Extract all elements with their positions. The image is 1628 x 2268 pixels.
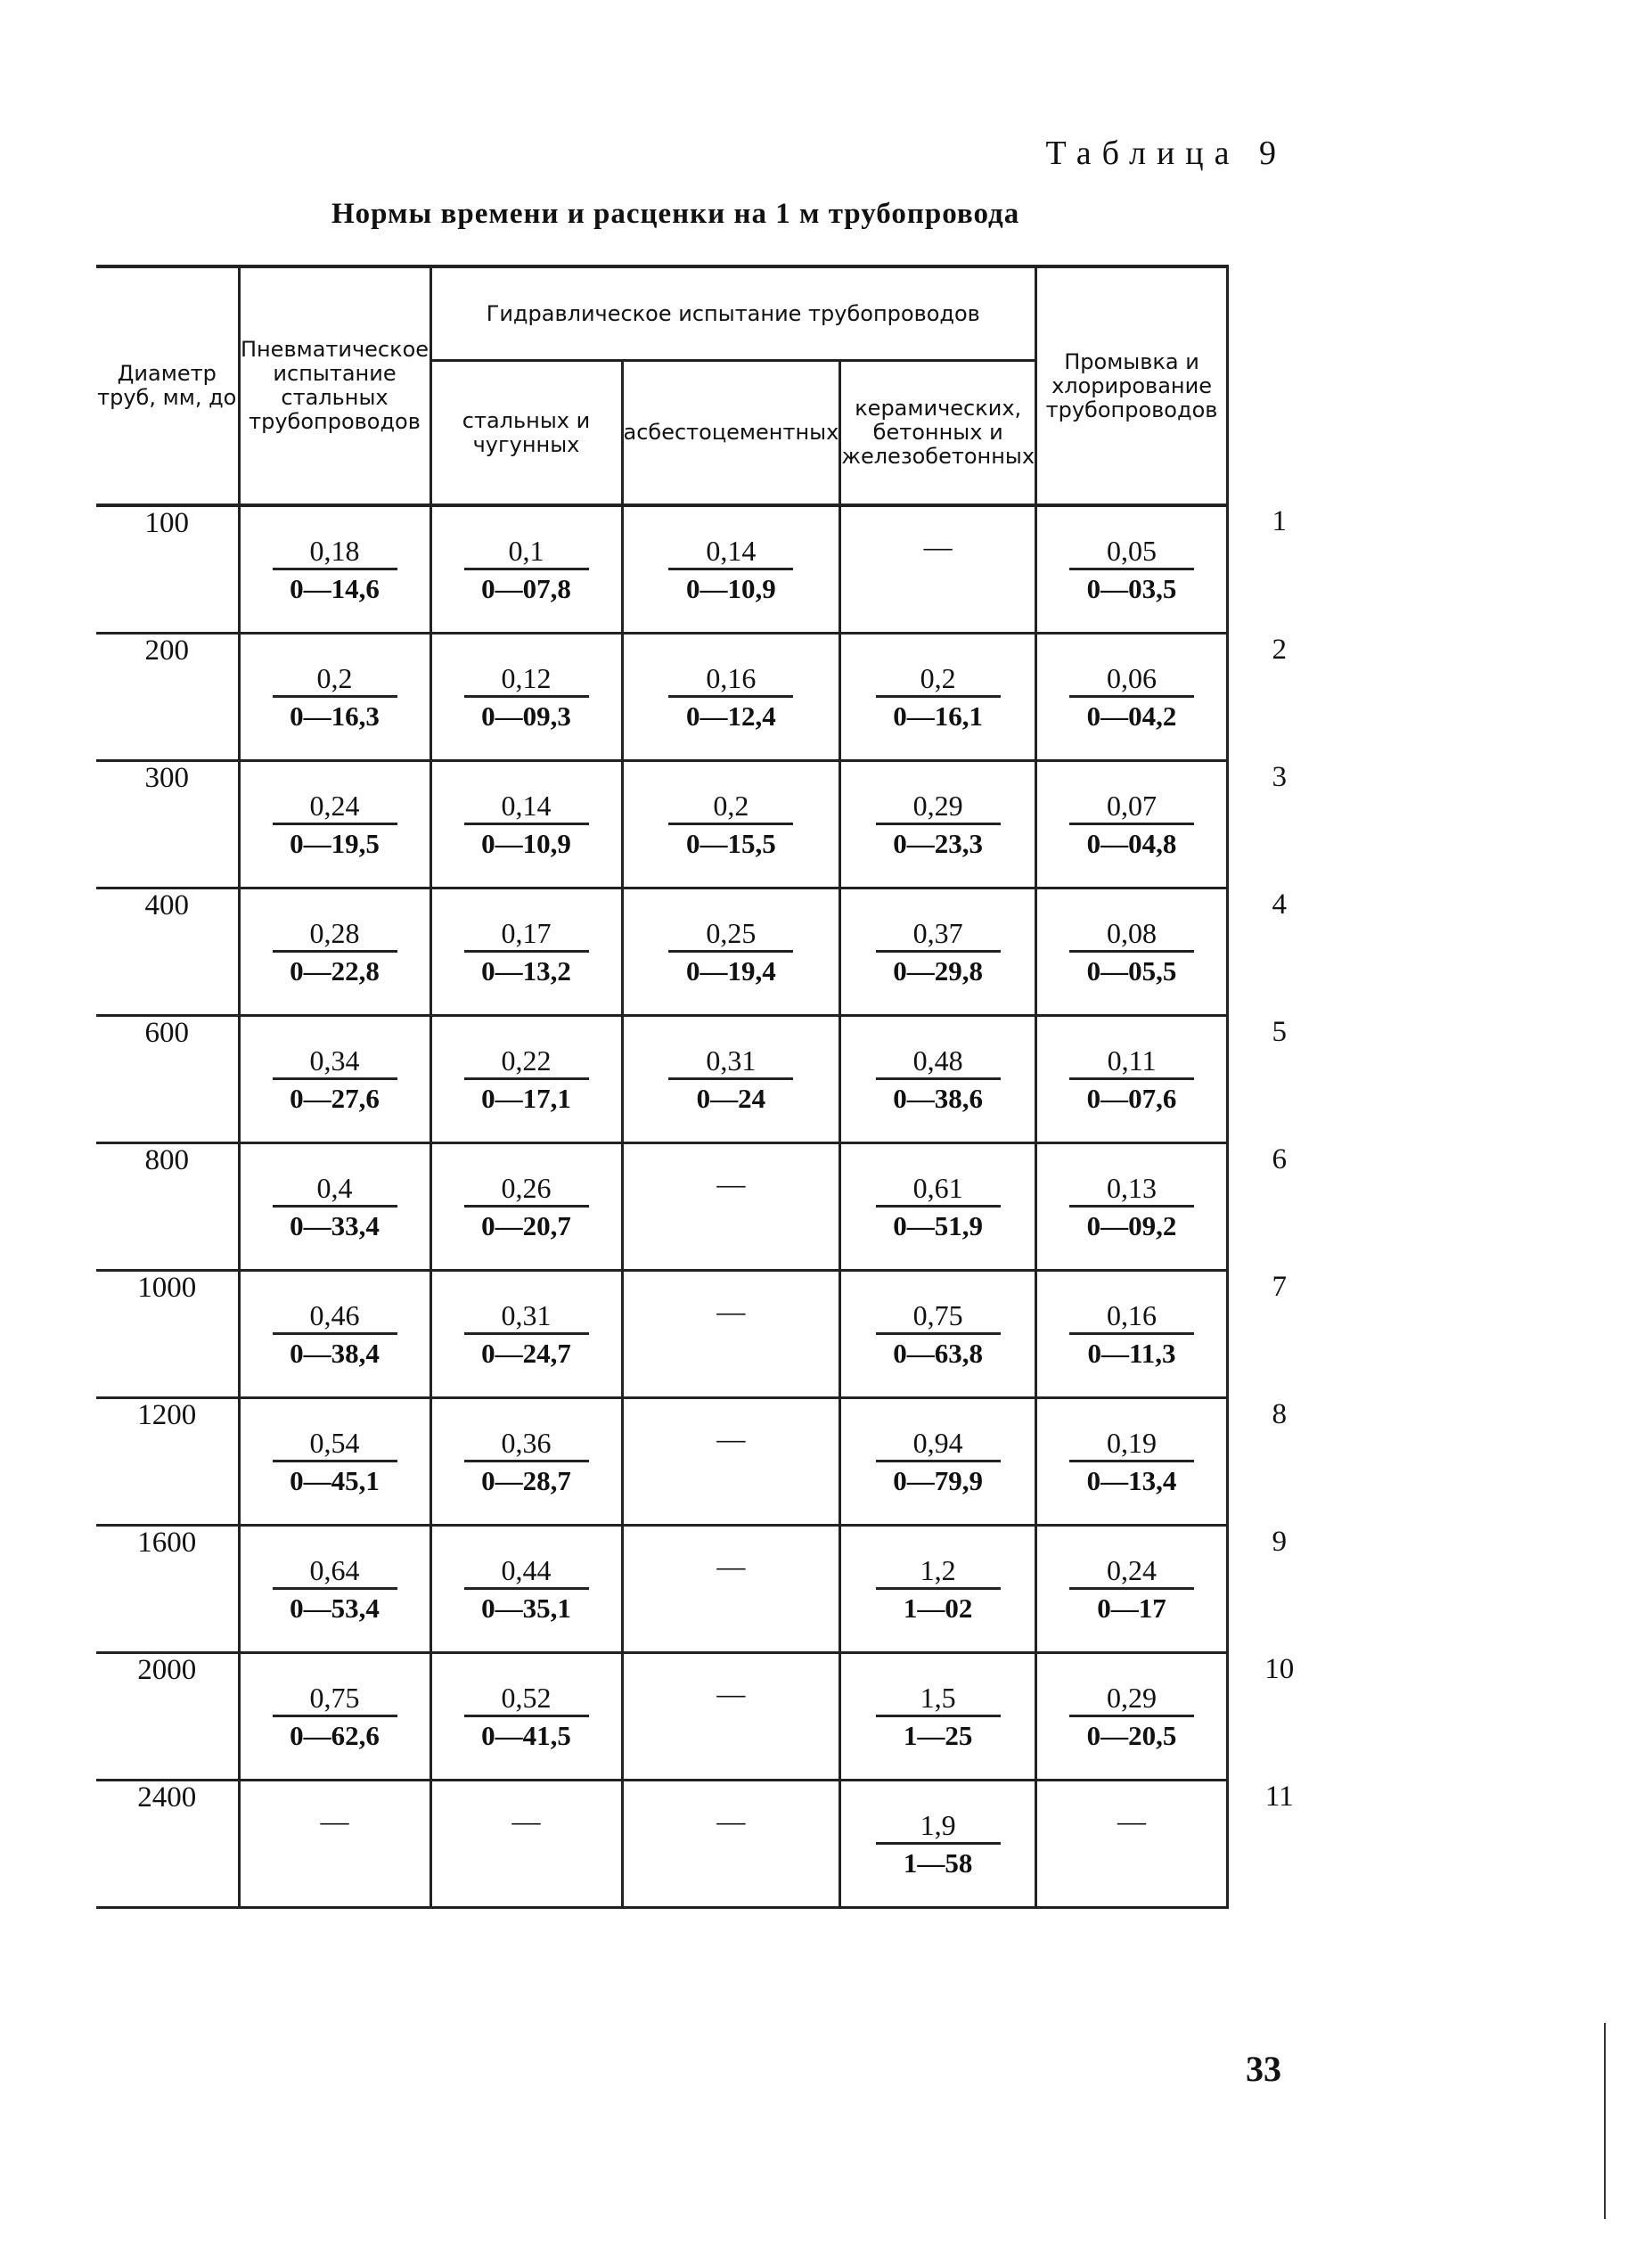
cell-ceramic — [840, 1143, 1036, 1271]
norm-time: 0,11 — [1069, 1044, 1194, 1080]
norm-time: 0,75 — [876, 1298, 1001, 1335]
cell-diameter: 800 — [96, 1143, 239, 1271]
cell-ceramic — [840, 1398, 1036, 1526]
norm-time: 0,48 — [876, 1044, 1001, 1080]
cell-asbestos — [622, 1398, 840, 1526]
fraction — [464, 1426, 589, 1498]
fraction — [464, 916, 589, 988]
norm-time: 0,2 — [668, 789, 793, 825]
cell-pneumatic — [239, 1016, 430, 1143]
cell-steel — [430, 1653, 622, 1781]
norm-time: 0,16 — [668, 661, 793, 698]
fraction — [1069, 1298, 1194, 1371]
rate: 0—45,1 — [290, 1465, 380, 1496]
cell-steel — [430, 1016, 622, 1143]
fraction — [273, 1426, 397, 1498]
row-number: 2 — [1228, 634, 1330, 761]
cell-pneumatic — [239, 1526, 430, 1653]
norm-time: 1,2 — [876, 1553, 1001, 1590]
norm-time: 0,14 — [464, 789, 589, 825]
fraction — [464, 1681, 589, 1753]
cell-pneumatic — [239, 634, 430, 761]
rate: 0—63,8 — [893, 1338, 984, 1369]
rate: 0—24 — [696, 1083, 766, 1114]
cell-steel — [430, 1271, 622, 1398]
cell-pneumatic — [239, 1398, 430, 1526]
row-number: 3 — [1228, 761, 1330, 888]
cell-diameter: 1200 — [96, 1398, 239, 1526]
norm-time: 0,31 — [668, 1044, 793, 1080]
fraction — [1069, 1681, 1194, 1753]
norm-time: 0,06 — [1069, 661, 1194, 698]
rate: 0—27,6 — [290, 1083, 380, 1114]
rate: 0—09,3 — [481, 700, 571, 732]
rate: 0—10,9 — [686, 573, 776, 604]
norm-time: 0,08 — [1069, 916, 1194, 953]
rate: 0—20,7 — [481, 1210, 571, 1241]
header-diameter: Диаметр труб, мм, до — [96, 266, 239, 505]
norm-time: 0,18 — [273, 534, 397, 570]
cell-ceramic — [840, 888, 1036, 1016]
cell-asbestos — [622, 1781, 840, 1908]
row-number: 11 — [1228, 1781, 1330, 1908]
rate: 0—04,2 — [1086, 700, 1177, 732]
cell-diameter: 600 — [96, 1016, 239, 1143]
cell-pneumatic — [239, 1271, 430, 1398]
cell-pneumatic — [239, 761, 430, 888]
rate: 0—10,9 — [481, 828, 571, 859]
fraction — [668, 1044, 793, 1116]
row-number: 4 — [1228, 888, 1330, 1016]
empty-dash: — — [716, 1805, 746, 1837]
rate: 1—58 — [903, 1847, 973, 1879]
cell-steel — [430, 1781, 622, 1908]
fraction — [668, 789, 793, 861]
cell-flushing — [1036, 1781, 1228, 1908]
cell-pneumatic — [239, 1143, 430, 1271]
rate: 0—38,6 — [893, 1083, 984, 1114]
rate: 0—16,3 — [290, 700, 380, 732]
norm-time: 0,46 — [273, 1298, 397, 1335]
rate: 0—24,7 — [481, 1338, 571, 1369]
empty-dash: — — [716, 1677, 746, 1709]
cell-ceramic — [840, 1653, 1036, 1781]
cell-asbestos — [622, 1016, 840, 1143]
rate: 1—25 — [903, 1720, 973, 1751]
norms-table — [96, 265, 1330, 1909]
row-number: 10 — [1228, 1653, 1330, 1781]
header-asbestos: асбестоцементных — [622, 361, 840, 506]
cell-flushing — [1036, 888, 1228, 1016]
cell-steel — [430, 1398, 622, 1526]
table-row — [96, 634, 1330, 761]
fraction — [273, 1298, 397, 1371]
cell-ceramic — [840, 634, 1036, 761]
cell-diameter: 2000 — [96, 1653, 239, 1781]
norm-time: 0,94 — [876, 1426, 1001, 1462]
fraction — [876, 1044, 1001, 1116]
fraction — [668, 661, 793, 733]
rate: 0—11,3 — [1087, 1338, 1176, 1369]
cell-pneumatic — [239, 1653, 430, 1781]
cell-steel — [430, 1143, 622, 1271]
table-row — [96, 1398, 1330, 1526]
rate: 0—12,4 — [686, 700, 776, 732]
header-steel: стальных и чугунных — [430, 361, 622, 506]
row-number: 9 — [1228, 1526, 1330, 1653]
cell-flushing — [1036, 505, 1228, 634]
fraction — [464, 1553, 589, 1625]
cell-flushing — [1036, 634, 1228, 761]
empty-dash: — — [716, 1422, 746, 1454]
cell-diameter: 1000 — [96, 1271, 239, 1398]
fraction — [876, 1681, 1001, 1753]
table-row — [96, 1781, 1330, 1908]
fraction — [464, 1298, 589, 1371]
header-hydraulic-group: Гидравлическое испытание трубопроводов — [430, 266, 1036, 361]
fraction — [273, 1681, 397, 1753]
rate: 0—05,5 — [1086, 955, 1177, 987]
cell-diameter: 200 — [96, 634, 239, 761]
norm-time: 0,14 — [668, 534, 793, 570]
fraction — [876, 661, 1001, 733]
header-ceramic: керамических, бетонных и железобетонных — [840, 361, 1036, 506]
fraction — [876, 1298, 1001, 1371]
fraction — [668, 534, 793, 606]
cell-flushing — [1036, 1143, 1228, 1271]
cell-asbestos — [622, 634, 840, 761]
norm-time: 0,61 — [876, 1171, 1001, 1208]
norm-time: 0,64 — [273, 1553, 397, 1590]
norm-time: 0,24 — [1069, 1553, 1194, 1590]
rate: 0—19,5 — [290, 828, 380, 859]
norm-time: 0,52 — [464, 1681, 589, 1717]
norm-time: 0,13 — [1069, 1171, 1194, 1208]
fraction — [464, 661, 589, 733]
cell-flushing — [1036, 1653, 1228, 1781]
cell-ceramic — [840, 761, 1036, 888]
fraction — [464, 1171, 589, 1243]
rate: 0—14,6 — [290, 573, 380, 604]
cell-steel — [430, 634, 622, 761]
rate: 0—33,4 — [290, 1210, 380, 1241]
cell-steel — [430, 761, 622, 888]
norm-time: 0,31 — [464, 1298, 589, 1335]
empty-dash: — — [511, 1805, 541, 1837]
rate: 0—53,4 — [290, 1593, 380, 1624]
margin-rule — [1604, 2023, 1606, 2219]
rate: 0—28,7 — [481, 1465, 571, 1496]
row-number: 5 — [1228, 1016, 1330, 1143]
norm-time: 0,19 — [1069, 1426, 1194, 1462]
norm-time: 0,34 — [273, 1044, 397, 1080]
table-row — [96, 1526, 1330, 1653]
rate: 0—20,5 — [1086, 1720, 1177, 1751]
cell-ceramic — [840, 1271, 1036, 1398]
cell-flushing — [1036, 761, 1228, 888]
norm-time: 0,28 — [273, 916, 397, 953]
norm-time: 0,1 — [464, 534, 589, 570]
rate: 0—15,5 — [686, 828, 776, 859]
cell-asbestos — [622, 1653, 840, 1781]
norm-time: 0,29 — [876, 789, 1001, 825]
table-row — [96, 505, 1330, 634]
norm-time: 0,54 — [273, 1426, 397, 1462]
norm-time: 0,22 — [464, 1044, 589, 1080]
cell-ceramic — [840, 1781, 1036, 1908]
row-number: 1 — [1228, 505, 1330, 634]
norm-time: 1,5 — [876, 1681, 1001, 1717]
fraction — [1069, 789, 1194, 861]
rate: 0—38,4 — [290, 1338, 380, 1369]
rate: 0—41,5 — [481, 1720, 571, 1751]
norm-time: 0,25 — [668, 916, 793, 953]
rate: 0—29,8 — [893, 955, 984, 987]
fraction — [464, 1044, 589, 1116]
norm-time: 0,17 — [464, 916, 589, 953]
norm-time: 0,2 — [273, 661, 397, 698]
table-row — [96, 1016, 1330, 1143]
rate: 0—23,3 — [893, 828, 984, 859]
norm-time: 0,2 — [876, 661, 1001, 698]
cell-flushing — [1036, 1271, 1228, 1398]
fraction — [1069, 1553, 1194, 1625]
rate: 0—07,6 — [1086, 1083, 1177, 1114]
fraction — [1069, 1044, 1194, 1116]
fraction — [1069, 1426, 1194, 1498]
empty-dash: — — [923, 530, 953, 562]
table-row — [96, 761, 1330, 888]
rate: 0—35,1 — [481, 1593, 571, 1624]
header-pneumatic: Пневматическое испытание стальных трубопроводов — [239, 266, 430, 505]
fraction — [1069, 916, 1194, 988]
fraction — [464, 534, 589, 606]
fraction — [273, 789, 397, 861]
fraction — [1069, 534, 1194, 606]
empty-dash: — — [716, 1295, 746, 1327]
row-number: 8 — [1228, 1398, 1330, 1526]
norm-time: 1,9 — [876, 1808, 1001, 1845]
row-number: 7 — [1228, 1271, 1330, 1398]
fraction — [1069, 1171, 1194, 1243]
norm-time: 0,29 — [1069, 1681, 1194, 1717]
fraction — [876, 789, 1001, 861]
norm-time: 0,26 — [464, 1171, 589, 1208]
cell-ceramic — [840, 1526, 1036, 1653]
cell-pneumatic — [239, 1781, 430, 1908]
table-row — [96, 888, 1330, 1016]
page-number: 33 — [1246, 2049, 1281, 2089]
cell-steel — [430, 888, 622, 1016]
fraction — [876, 1171, 1001, 1243]
rate: 0—22,8 — [290, 955, 380, 987]
rate: 0—03,5 — [1086, 573, 1177, 604]
norm-time: 0,07 — [1069, 789, 1194, 825]
norm-time: 0,44 — [464, 1553, 589, 1590]
cell-ceramic — [840, 1016, 1036, 1143]
fraction — [273, 1171, 397, 1243]
norm-time: 0,36 — [464, 1426, 589, 1462]
header-row-number — [1228, 266, 1330, 505]
cell-asbestos — [622, 888, 840, 1016]
fraction — [273, 661, 397, 733]
norm-time: 0,12 — [464, 661, 589, 698]
cell-flushing — [1036, 1016, 1228, 1143]
cell-steel — [430, 1526, 622, 1653]
rate: 0—19,4 — [686, 955, 776, 987]
cell-flushing — [1036, 1398, 1228, 1526]
fraction — [668, 916, 793, 988]
header-flushing: Промывка и хлорирование трубопроводов — [1036, 266, 1228, 505]
cell-diameter: 2400 — [96, 1781, 239, 1908]
table-row — [96, 1143, 1330, 1271]
norm-time: 0,05 — [1069, 534, 1194, 570]
rate: 0—13,2 — [481, 955, 571, 987]
cell-asbestos — [622, 761, 840, 888]
rate: 0—13,4 — [1086, 1465, 1177, 1496]
rate: 0—09,2 — [1086, 1210, 1177, 1241]
cell-diameter: 1600 — [96, 1526, 239, 1653]
fraction — [273, 1044, 397, 1116]
table-row — [96, 1271, 1330, 1398]
rate: 0—16,1 — [893, 700, 984, 732]
rate: 0—17 — [1097, 1593, 1166, 1624]
fraction — [876, 1808, 1001, 1880]
rate: 0—51,9 — [893, 1210, 984, 1241]
fraction — [464, 789, 589, 861]
table-label: Таблица 9 — [1045, 135, 1287, 172]
fraction — [273, 1553, 397, 1625]
rate: 0—04,8 — [1086, 828, 1177, 859]
cell-pneumatic — [239, 505, 430, 634]
cell-steel — [430, 505, 622, 634]
fraction — [876, 1426, 1001, 1498]
cell-asbestos — [622, 1526, 840, 1653]
cell-pneumatic — [239, 888, 430, 1016]
cell-asbestos — [622, 505, 840, 634]
fraction — [876, 1553, 1001, 1625]
empty-dash: — — [716, 1167, 746, 1200]
rate: 0—17,1 — [481, 1083, 571, 1114]
fraction — [1069, 661, 1194, 733]
cell-asbestos — [622, 1143, 840, 1271]
rate: 0—62,6 — [290, 1720, 380, 1751]
cell-asbestos — [622, 1271, 840, 1398]
row-number: 6 — [1228, 1143, 1330, 1271]
rate: 0—79,9 — [893, 1465, 984, 1496]
table-caption: Нормы времени и расценки на 1 м трубопровода — [331, 198, 1020, 230]
empty-dash: — — [320, 1805, 349, 1837]
fraction — [273, 534, 397, 606]
norm-time: 0,16 — [1069, 1298, 1194, 1335]
cell-flushing — [1036, 1526, 1228, 1653]
table-row — [96, 1653, 1330, 1781]
norm-time: 0,37 — [876, 916, 1001, 953]
table-body — [96, 505, 1330, 1908]
cell-diameter: 300 — [96, 761, 239, 888]
fraction — [876, 916, 1001, 988]
norm-time: 0,24 — [273, 789, 397, 825]
empty-dash: — — [1117, 1805, 1147, 1837]
rate: 1—02 — [903, 1593, 973, 1624]
rate: 0—07,8 — [481, 573, 571, 604]
empty-dash: — — [716, 1550, 746, 1582]
norm-time: 0,75 — [273, 1681, 397, 1717]
fraction — [273, 916, 397, 988]
norm-time: 0,4 — [273, 1171, 397, 1208]
cell-ceramic — [840, 505, 1036, 634]
cell-diameter: 100 — [96, 505, 239, 634]
cell-diameter: 400 — [96, 888, 239, 1016]
